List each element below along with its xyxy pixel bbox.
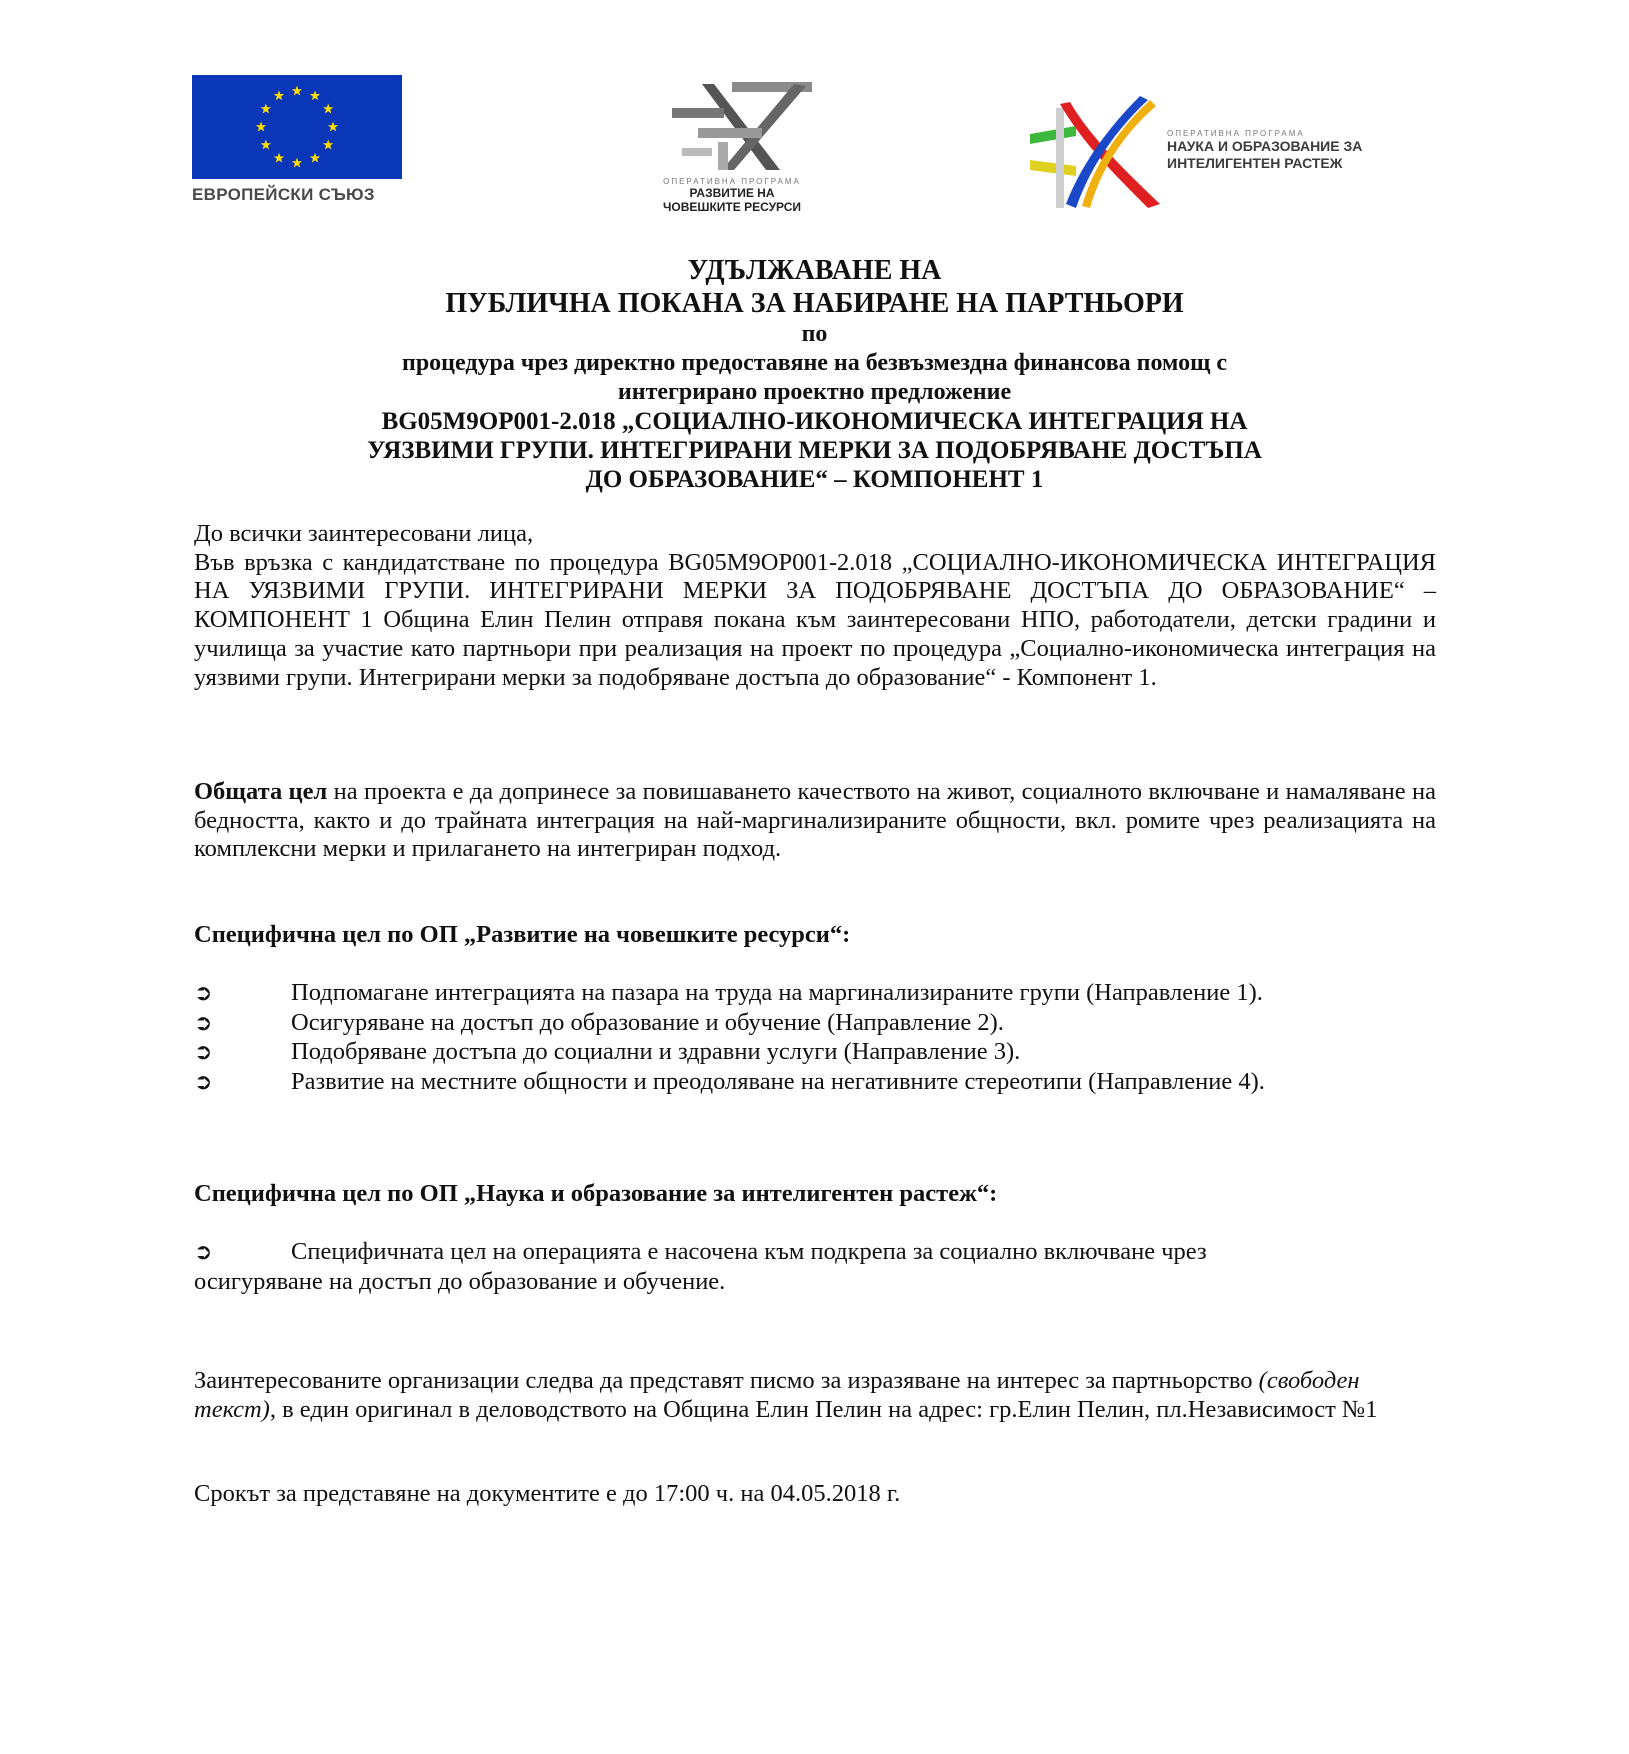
title-line-2: ПУБЛИЧНА ПОКАНА ЗА НАБИРАНЕ НА ПАРТНЬОРИ [445,288,1184,319]
sesg-logo-subtitle: ОПЕРАТИВНА ПРОГРАМА [1167,129,1305,138]
list-item-text: Специфичната цел на операцията е насочена към подкрепа за социално включване чрез осигуряване на достъп до образование и обучение. [194,1238,1207,1295]
eu-star-icon [292,86,302,96]
list-item [194,1009,1436,1039]
arrow-bullet-icon: ➲ [194,1040,213,1066]
general-goal-label: Общата цел [194,778,328,805]
list-item-text: Подпомагане интеграцията на пазара на труда на маргинализираните групи (Направление 1). [291,979,1263,1006]
submission-paragraph [194,1367,1424,1424]
intro-paragraph: Във връзка с кандидатстване по процедура BG05M9OP001-2.018 „СОЦИАЛНО-ИКОНОМИЧЕСКА ИНТЕГРАЦИЯ НА УЯЗВИМИ ГРУПИ. ИНТЕГРИРАНИ МЕРКИ ЗА ПОДОБРЯВАНЕ ДОСТЪПА ДО ОБРАЗОВАНИЕ“ – КОМПОНЕНТ 1 Община Елин Пелин отправя покана към заинтересовани НПО, работодатели, детски градини и училища за участие като партньори при реализация на проект по процедура „Социално-икономическа интеграция на уязвими групи. Интегрирани мерки за подобряване достъпа до образование“ - Компонент 1. [194,548,1436,691]
sesg-goal-heading [194,1180,1436,1209]
hrd-logo-name-1: РАЗВИТИЕ НА [689,186,775,200]
sesg-logo-name-1: НАУКА И ОБРАЗОВАНИЕ ЗА [1167,138,1363,154]
list-item-text: Подобряване достъпа до социални и здравни услуги (Направление 3). [291,1038,1021,1066]
title-line-8: ДО ОБРАЗОВАНИЕ“ – КОМПОНЕНТ 1 [585,466,1044,493]
eu-star-icon [310,90,320,100]
eu-star-icon [261,140,271,150]
arrow-bullet-icon: ➲ [194,981,213,1006]
submission-italic: (свободен текст), [194,1367,1360,1423]
list-item-text: Осигуряване на достъп до образование и обучение (Направление 2). [291,1008,1004,1036]
eu-star-icon [261,104,271,114]
deadline-text: Срокът за представяне на документите е до 17:00 ч. на 04.05.2018 г. [194,1480,901,1507]
deadline-section [194,1480,1436,1509]
hrd-programme-logo [632,78,832,214]
sesg-logo-name-2: ИНТЕЛИГЕНТЕН РАСТЕЖ [1167,155,1343,171]
hrd-goal-heading [194,921,1436,950]
general-goal-section [194,778,1436,864]
greeting: До всички заинтересовани лица, [194,520,534,547]
title-line-7: УЯЗВИМИ ГРУПИ. ИНТЕГРИРАНИ МЕРКИ ЗА ПОДОБРЯВАНЕ ДОСТЪПА [367,437,1262,464]
general-goal-text: на проекта е да допринесе за повишаването качеството на живот, социалното включване и намаляване на бедността, както и до трайната интеграция на най-маргинализираните общности, вкл. ромите чрез реализацията на комплексни мерки и прилагането на интегриран подход. [194,778,1436,863]
eu-star-icon [274,90,284,100]
eu-star-icon [310,153,320,163]
submission-text-1: Заинтересованите организации следва да представят писмо за изразяване на интерес за партньорство [194,1367,1259,1394]
sesg-goal-title: Специфична цел по ОП „Наука и образование за интелигентен растеж“: [194,1180,998,1207]
submission-section [194,1367,1424,1424]
sesg-emblem-icon [1030,96,1170,208]
eu-star-icon [328,122,338,132]
list-item [194,979,1436,1009]
hrd-emblem-icon [662,78,822,170]
eu-star-icon [323,140,333,150]
list-item [194,1068,1436,1098]
eu-flag-icon [192,75,402,179]
eu-star-icon [274,153,284,163]
general-goal-paragraph [194,778,1436,864]
title-line-4: процедура чрез директно предоставяне на безвъзмездна финансова помощ с [402,350,1227,376]
sesg-goal-list [194,1238,1314,1296]
title-line-3: по [801,321,828,347]
eu-logo [192,75,410,205]
eu-star-icon [292,158,302,168]
hrd-goal-list [194,979,1436,1098]
arrow-bullet-icon: ➲ [194,1240,213,1265]
hrd-goal-title: Специфична цел по ОП „Развитие на човешките ресурси“: [194,921,851,948]
submission-text-2: в един оригинал в деловодството на Община Елин Пелин на адрес: гр.Елин Пелин, пл.Независимост №1 [275,1395,1378,1423]
title-line-5: интегрирано проектно предложение [617,379,1012,405]
hrd-logo-subtitle: ОПЕРАТИВНА ПРОГРАМА [663,177,801,186]
intro-section [194,520,1436,692]
eu-star-icon [323,104,333,114]
hrd-logo-name-2: ЧОВЕШКИТЕ РЕСУРСИ [662,200,802,214]
arrow-bullet-icon: ➲ [194,1070,213,1096]
title-line-6: BG05M9OP001-2.018 „СОЦИАЛНО-ИКОНОМИЧЕСКА ИНТЕГРАЦИЯ НА [381,408,1248,435]
arrow-bullet-icon: ➲ [194,1010,213,1036]
list-item [194,1038,1436,1068]
list-item-text: Развитие на местните общности и преодоляване на негативните стереотипи (Направление 4). [291,1068,1265,1096]
eu-star-icon [256,122,266,132]
title-line-1: УДЪЛЖАВАНЕ НА [687,255,942,286]
list-item [194,1238,1314,1296]
document-title [192,254,1437,494]
sesg-programme-logo [1030,96,1410,208]
eu-caption: ЕВРОПЕЙСКИ СЪЮЗ [192,185,375,204]
